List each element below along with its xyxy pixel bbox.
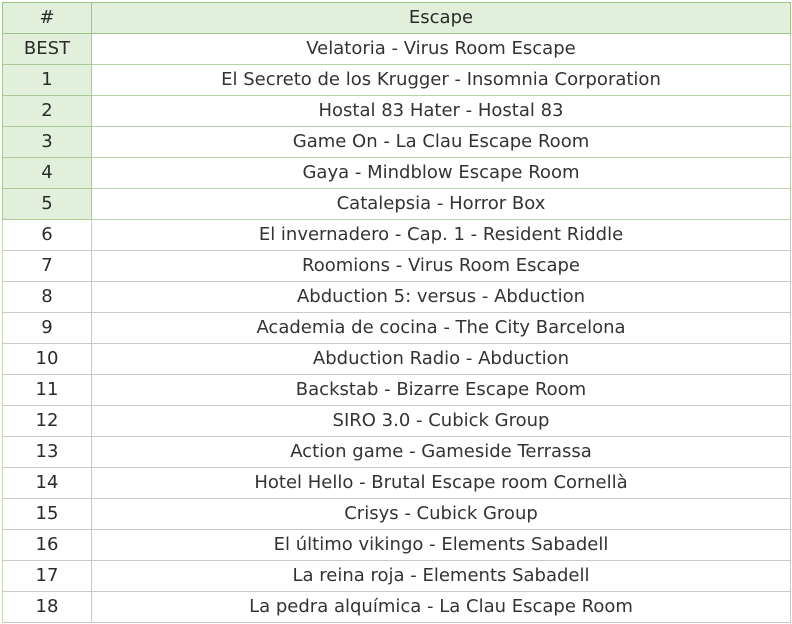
escape-cell[interactable]: Roomions - Virus Room Escape	[92, 251, 791, 282]
table-row	[3, 34, 791, 65]
escape-column-header[interactable]: Escape	[92, 3, 791, 34]
rank-cell[interactable]: 8	[3, 282, 92, 313]
table-row	[3, 127, 791, 158]
rank-cell[interactable]: 4	[3, 158, 92, 189]
rank-cell[interactable]: 17	[3, 561, 92, 592]
escape-cell[interactable]: Academia de cocina - The City Barcelona	[92, 313, 791, 344]
rank-cell[interactable]: 1	[3, 65, 92, 96]
table-row	[3, 406, 791, 437]
escape-cell[interactable]: La reina roja - Elements Sabadell	[92, 561, 791, 592]
escape-cell[interactable]: Catalepsia - Horror Box	[92, 189, 791, 220]
escape-cell[interactable]: SIRO 3.0 - Cubick Group	[92, 406, 791, 437]
rank-cell[interactable]: 12	[3, 406, 92, 437]
escape-cell[interactable]: El último vikingo - Elements Sabadell	[92, 530, 791, 561]
rank-cell[interactable]: 6	[3, 220, 92, 251]
escape-cell[interactable]: La pedra alquímica - La Clau Escape Room	[92, 592, 791, 623]
escape-cell[interactable]: Hostal 83 Hater - Hostal 83	[92, 96, 791, 127]
rank-cell[interactable]: 10	[3, 344, 92, 375]
table-body	[3, 34, 791, 623]
escape-cell[interactable]: Action game - Gameside Terrassa	[92, 437, 791, 468]
table-row	[3, 561, 791, 592]
escape-cell[interactable]: Gaya - Mindblow Escape Room	[92, 158, 791, 189]
header-row	[3, 3, 791, 34]
table-row	[3, 158, 791, 189]
escape-cell[interactable]: El Secreto de los Krugger - Insomnia Corporation	[92, 65, 791, 96]
rank-cell[interactable]: 14	[3, 468, 92, 499]
rank-column-header[interactable]: #	[3, 3, 92, 34]
rank-cell[interactable]: 15	[3, 499, 92, 530]
table-row	[3, 189, 791, 220]
escape-ranking-table	[2, 2, 791, 623]
table-row	[3, 592, 791, 623]
table-row	[3, 96, 791, 127]
rank-cell[interactable]: BEST	[3, 34, 92, 65]
table-header	[3, 3, 791, 34]
escape-cell[interactable]: Backstab - Bizarre Escape Room	[92, 375, 791, 406]
escape-cell[interactable]: Hotel Hello - Brutal Escape room Cornellà	[92, 468, 791, 499]
table-row	[3, 499, 791, 530]
table-row	[3, 313, 791, 344]
escape-cell[interactable]: Abduction Radio - Abduction	[92, 344, 791, 375]
table-row	[3, 282, 791, 313]
escape-cell[interactable]: Velatoria - Virus Room Escape	[92, 34, 791, 65]
rank-cell[interactable]: 7	[3, 251, 92, 282]
escape-cell[interactable]: Crisys - Cubick Group	[92, 499, 791, 530]
table-row	[3, 220, 791, 251]
rank-cell[interactable]: 18	[3, 592, 92, 623]
table-row	[3, 65, 791, 96]
rank-cell[interactable]: 9	[3, 313, 92, 344]
rank-cell[interactable]: 5	[3, 189, 92, 220]
escape-cell[interactable]: El invernadero - Cap. 1 - Resident Riddle	[92, 220, 791, 251]
rank-cell[interactable]: 3	[3, 127, 92, 158]
escape-cell[interactable]: Abduction 5: versus - Abduction	[92, 282, 791, 313]
escape-cell[interactable]: Game On - La Clau Escape Room	[92, 127, 791, 158]
table-row	[3, 344, 791, 375]
table-row	[3, 530, 791, 561]
rank-cell[interactable]: 11	[3, 375, 92, 406]
rank-cell[interactable]: 16	[3, 530, 92, 561]
rank-cell[interactable]: 13	[3, 437, 92, 468]
table-row	[3, 375, 791, 406]
ranking-sheet	[2, 2, 790, 623]
table-row	[3, 468, 791, 499]
table-row	[3, 251, 791, 282]
rank-cell[interactable]: 2	[3, 96, 92, 127]
table-row	[3, 437, 791, 468]
